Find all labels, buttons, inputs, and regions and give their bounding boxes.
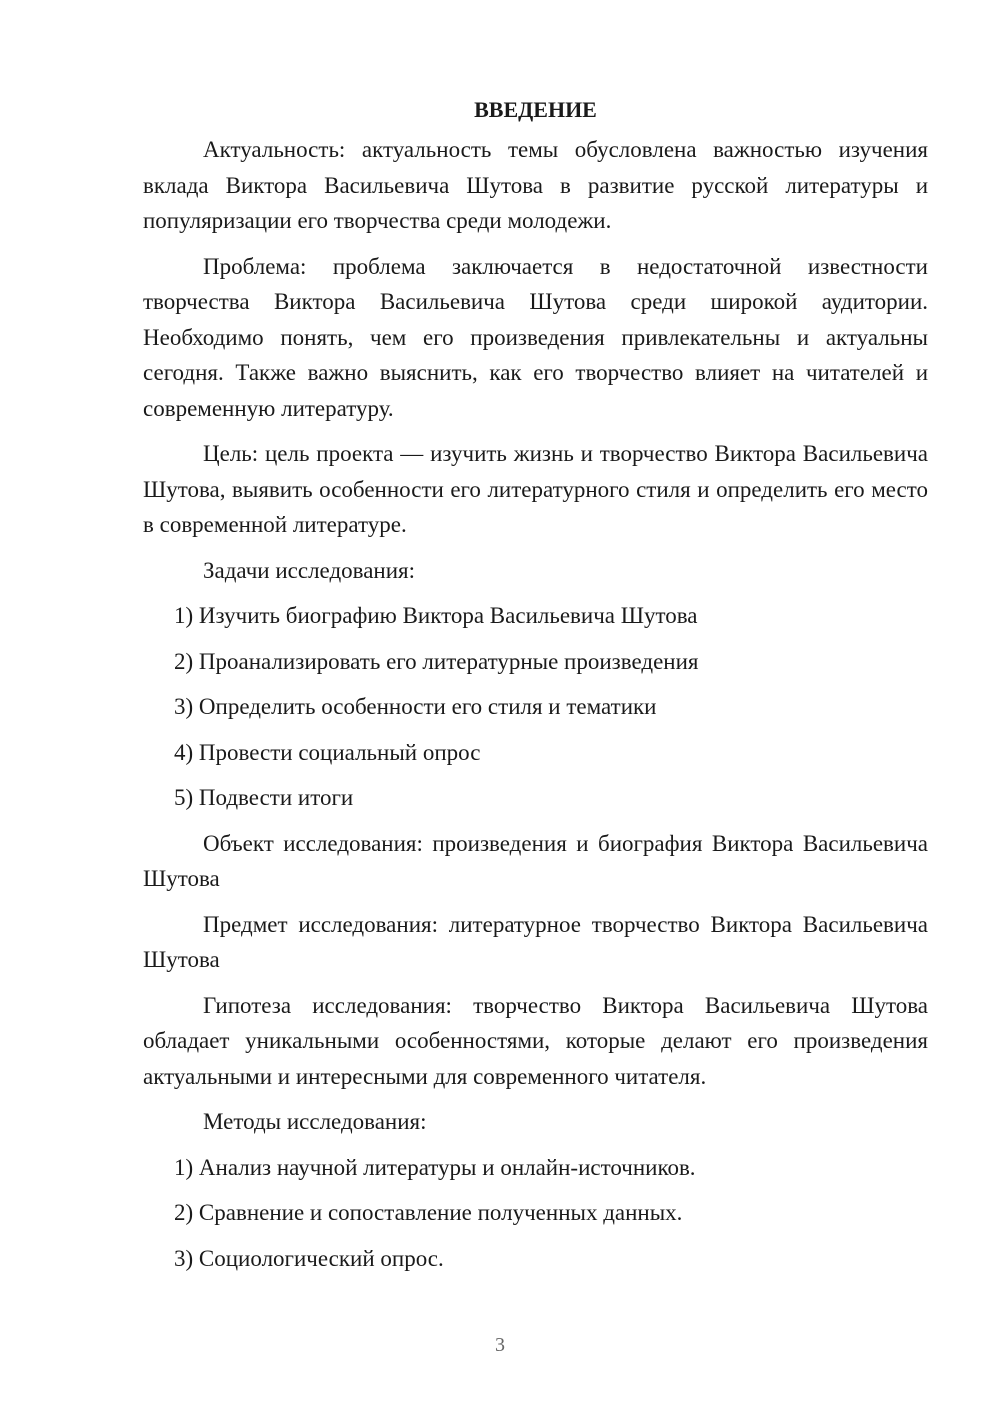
goal-paragraph: Цель: цель проекта — изучить жизнь и творчество Виктора Васильевича Шутова, выявить особенности его литературного стиля и определить его место в современной литературе.	[143, 441, 928, 537]
methods-list	[143, 1150, 928, 1277]
page-number: 3	[495, 1334, 505, 1356]
task-item: 2) Проанализировать его литературные произведения	[174, 648, 699, 674]
method-item: 1) Анализ научной литературы и онлайн-источников.	[174, 1154, 696, 1180]
relevance-paragraph: Актуальность: актуальность темы обусловлена важностью изучения вклада Виктора Васильевича Шутова в развитие русской литературы и популяризации его творчества среди молодежи.	[143, 137, 928, 233]
hypothesis-paragraph: Гипотеза исследования: творчество Виктора Васильевича Шутова обладает уникальными особенностями, которые делают его произведения актуальными и интересными для современного читателя.	[143, 992, 928, 1089]
methods-title: Методы исследования:	[203, 1109, 427, 1134]
method-item: 3) Социологический опрос.	[174, 1245, 444, 1271]
task-item: 5) Подвести итоги	[174, 785, 354, 810]
task-item: 1) Изучить биографию Виктора Васильевича Шутова	[174, 603, 698, 628]
tasks-title: Задачи исследования:	[203, 557, 416, 583]
section-heading: ВВЕДЕНИЕ	[474, 97, 597, 122]
object-paragraph: Объект исследования: произведения и биография Виктора Васильевича Шутова	[143, 830, 928, 891]
task-item: 3) Определить особенности его стиля и тематики	[174, 694, 657, 719]
subject-paragraph: Предмет исследования: литературное творчество Виктора Васильевича Шутова	[143, 911, 928, 972]
task-item: 4) Провести социальный опрос	[174, 739, 481, 765]
tasks-list	[143, 598, 928, 816]
problem-paragraph: Проблема: проблема заключается в недостаточной известности творчества Виктора Васильевича Шутова среди широкой аудитории. Необходимо понять, чем его произведения привлекательны и актуальны сегодня. Также важно выяснить, как его творчество влияет на читателей и современную литературу.	[143, 253, 928, 421]
method-item: 2) Сравнение и сопоставление полученных данных.	[174, 1200, 683, 1225]
document-body	[143, 92, 928, 1286]
